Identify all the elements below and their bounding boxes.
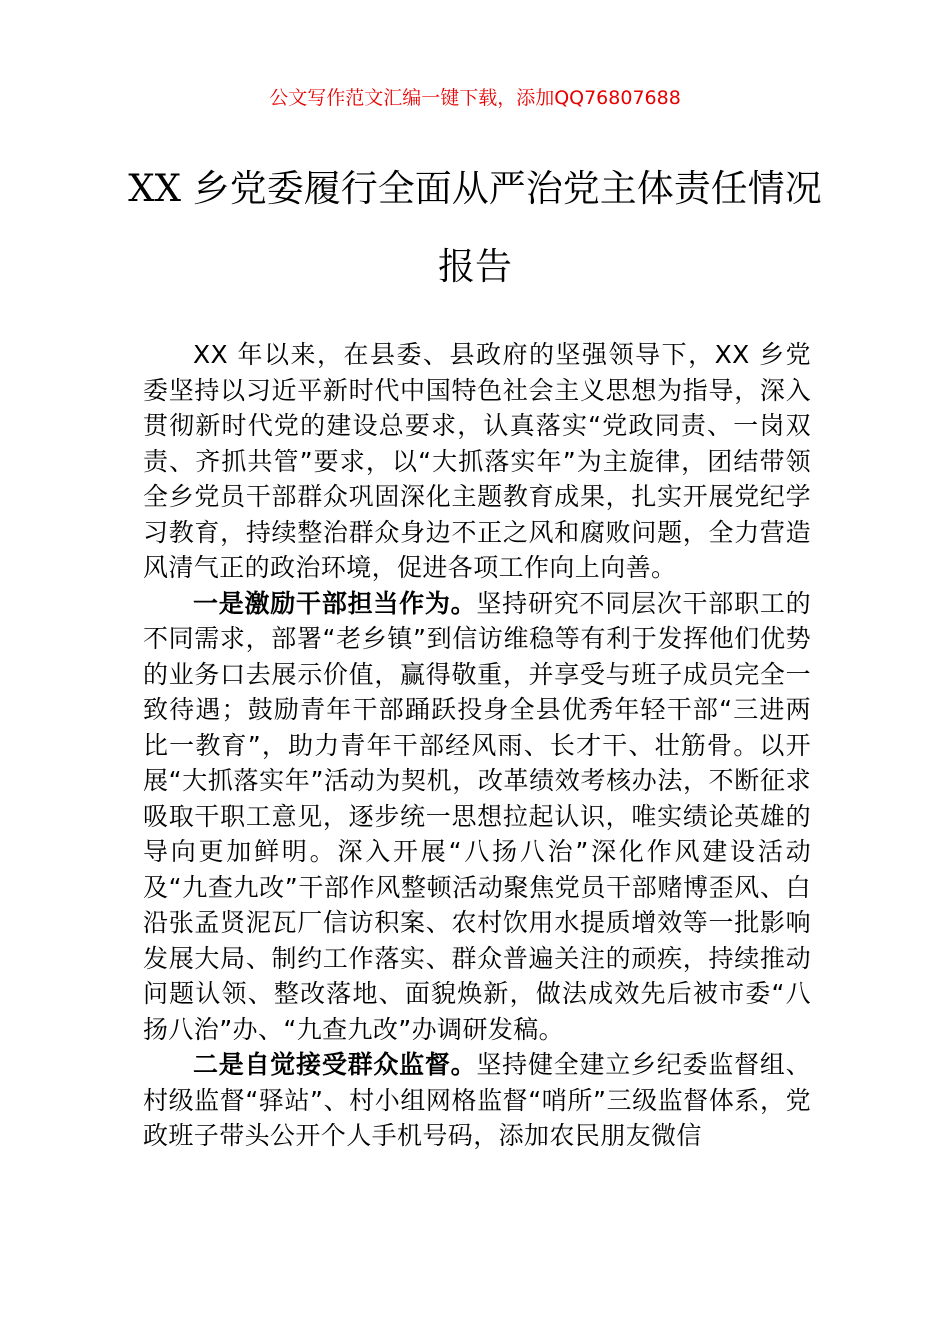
document-title-line-2: 报告 — [438, 245, 512, 288]
paragraph-section-2 — [143, 1047, 811, 1154]
paragraph-text: 坚持健全建立乡纪委监督组、村级监督“驿站”、村小组网格监督“哨所”三级监督体系，党政班子带头公开个人手机号码，添加农民朋友微信 — [143, 1050, 812, 1150]
paragraph-text: XX 年以来，在县委、县政府的坚强领导下，XX 乡党委坚持以习近平新时代中国特色社会主义思想为指导，深入贯彻新时代党的建设总要求，认真落实“党政同责、一岗双责、齐抓共管”要求，以“大抓落实年”为主旋律，团结带领全乡党员干部群众巩固深化主题教育成果，扎实开展党纪学习教育，持续整治群众身边不正之风和腐败问题，全力营造风清气正的政治环境，促进各项工作向上向善。 — [143, 340, 811, 582]
paragraph-intro — [143, 337, 811, 586]
paragraph-section-1 — [143, 586, 811, 1048]
paragraph-text: 坚持研究不同层次干部职工的不同需求，部署“老乡镇”到信访维稳等有利于发挥他们优势的业务口去展示价值，赢得敬重，并享受与班子成员完全一致待遇；鼓励青年干部踊跃投身全县优秀年轻干部“三进两比一教育”，助力青年干部经风雨、长才干、壮筋骨。以开展“大抓落实年”活动为契机，改革绩效考核办法，不断征求吸取干职工意见，逐步统一思想拉起认识，唯实绩论英雄的导向更加鲜明。深入开展“八扬八治”深化作风建设活动及“九查九改”干部作风整顿活动聚焦党员干部赌博歪风、白沿张孟贤泥瓦厂信访积案、农村饮用水提质增效等一批影响发展大局、制约工作落实、群众普遍关注的顽疾，持续推动问题认领、整改落地、面貌焕新，做法成效先后被市委“八扬八治”办、“九查九改”办调研发稿。 — [143, 588, 812, 1044]
paragraph-lead: 二是自觉接受群众监督。 — [193, 1050, 477, 1079]
paragraph-lead: 一是激励干部担当作为。 — [193, 588, 477, 618]
header-download-note: 公文写作范文汇编一键下载，添加QQ76807688 — [269, 87, 681, 109]
document-title — [100, 150, 850, 306]
document-title-line-1: XX 乡党委履行全面从严治党主体责任情况 — [128, 167, 822, 210]
document-body — [143, 337, 811, 1154]
